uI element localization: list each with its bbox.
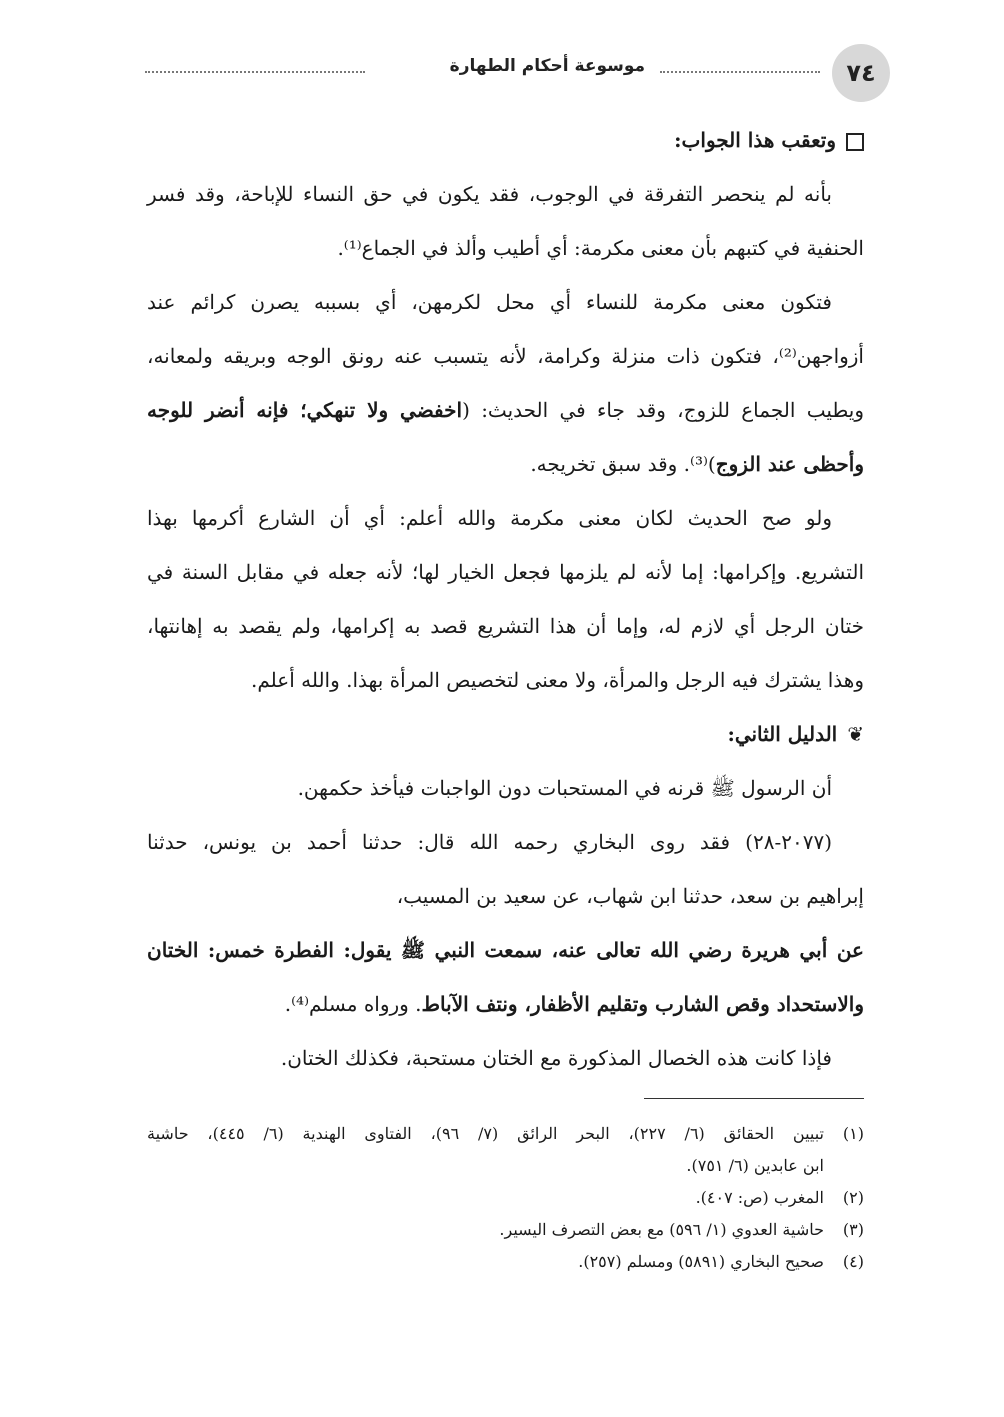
footnote-2: (٢)المغرب (ص: ٤٠٧). bbox=[147, 1182, 864, 1214]
book-title: موسوعة أحكام الطهارة bbox=[449, 56, 645, 76]
paragraph-line: فإذا كانت هذه الخصال المذكورة مع الختان مستحبة، فكذلك الختان. bbox=[280, 1046, 832, 1070]
footnote-number: (٣) bbox=[842, 1220, 864, 1239]
subheading-second-evidence: ❦الدليل الثاني: bbox=[727, 722, 864, 746]
hadith-quote: وأحظى عند الزوج bbox=[715, 452, 864, 476]
footnote-1-continuation: ابن عابدين (٦/ ٧٥١). bbox=[686, 1156, 824, 1175]
paragraph-line: وأحظى عند الزوج)⁽³⁾. وقد سبق تخريجه. bbox=[530, 452, 864, 476]
paragraph-line: أزواجهن⁽²⁾، فتكون ذات منزلة وكرامة، لأنه يتسبب عنه رونق الوجه وبريقه ولمعانه، bbox=[147, 344, 864, 368]
paragraph-line: (٢٠٧٧-٢٨) فقد روى البخاري رحمه الله قال: حدثنا أحمد بن يونس، حدثنا bbox=[147, 830, 832, 854]
subheading-rebuttal: وتعقب هذا الجواب: bbox=[147, 113, 864, 167]
page-number: ٧٤ bbox=[832, 44, 890, 102]
paragraph-line: الحنفية في كتبهم بأن معنى مكرمة: أي أطيب وألذ في الجماع⁽¹⁾. bbox=[337, 236, 864, 260]
paragraph-line: ويطيب الجماع للزوج، وقد جاء في الحديث: (اخفضي ولا تنهكي؛ فإنه أنضر للوجه bbox=[147, 398, 864, 422]
header-dotted-rule-right bbox=[660, 71, 820, 73]
footnote-1: (١)تبيين الحقائق (٦/ ٢٢٧)، البحر الرائق (٧/ ٩٦)، الفتاوى الهندية (٦/ ٤٤٥)، حاشية bbox=[147, 1118, 864, 1150]
hadith-quote: اخفضي ولا تنهكي؛ فإنه أنضر للوجه bbox=[147, 398, 463, 422]
paragraph-line: بأنه لم ينحصر التفرقة في الوجوب، فقد يكون في حق النساء للإباحة، وقد فسر bbox=[147, 182, 832, 206]
paragraph-line: إبراهيم بن سعد، حدثنا ابن شهاب، عن سعيد بن المسيب، bbox=[396, 884, 864, 908]
footnote-number: (١) bbox=[842, 1124, 864, 1143]
paragraph-line: فتكون معنى مكرمة للنساء أي محل لكرمهن، أي بسببه يصرن كرائم عند bbox=[147, 290, 832, 314]
header-dotted-rule-left bbox=[145, 71, 365, 73]
footnote-3: (٣)حاشية العدوي (١/ ٥٩٦) مع بعض التصرف اليسير. bbox=[147, 1214, 864, 1246]
footnote-4: (٤)صحيح البخاري (٥٨٩١) ومسلم (٢٥٧). bbox=[147, 1246, 864, 1278]
paragraph-line: وهذا يشترك فيه الرجل والمرأة، ولا معنى لتخصيص المرأة بهذا. والله أعلم. bbox=[250, 668, 864, 692]
square-bullet-icon bbox=[846, 133, 864, 151]
paragraph-line: أن الرسول ﷺ قرنه في المستحبات دون الواجبات فيأخذ حكمهن. bbox=[297, 776, 832, 800]
paragraph-line: ختان الرجل أي لازم له، وإما أن هذا التشريع قصد به إكرامها، ولم يقصد به إهانتها، bbox=[147, 614, 864, 638]
main-text bbox=[147, 113, 864, 1085]
footnotes bbox=[147, 1118, 864, 1278]
paragraph-line: ولو صح الحديث لكان معنى مكرمة والله أعلم: أي أن الشارع أكرمها بهذا bbox=[147, 506, 832, 530]
footnote-number: (٤) bbox=[842, 1252, 864, 1271]
leaf-bullet-icon: ❦ bbox=[847, 722, 864, 746]
running-header bbox=[145, 44, 890, 104]
paragraph-line: التشريع. وإكرامها: إما لأنه لم يلزمها فجعل الخيار لها؛ لأنه جعله في مقابل السنة في bbox=[147, 560, 864, 584]
hadith-text: والاستحداد وقص الشارب وتقليم الأظفار، ونتف الآباط bbox=[421, 992, 864, 1016]
paragraph-line: والاستحداد وقص الشارب وتقليم الأظفار، ونتف الآباط. ورواه مسلم⁽⁴⁾. bbox=[284, 992, 864, 1016]
footnote-divider bbox=[644, 1098, 864, 1099]
footnote-number: (٢) bbox=[842, 1188, 864, 1207]
hadith-text: عن أبي هريرة رضي الله تعالى عنه، سمعت النبي ﷺ يقول: الفطرة خمس: الختان bbox=[147, 938, 864, 962]
